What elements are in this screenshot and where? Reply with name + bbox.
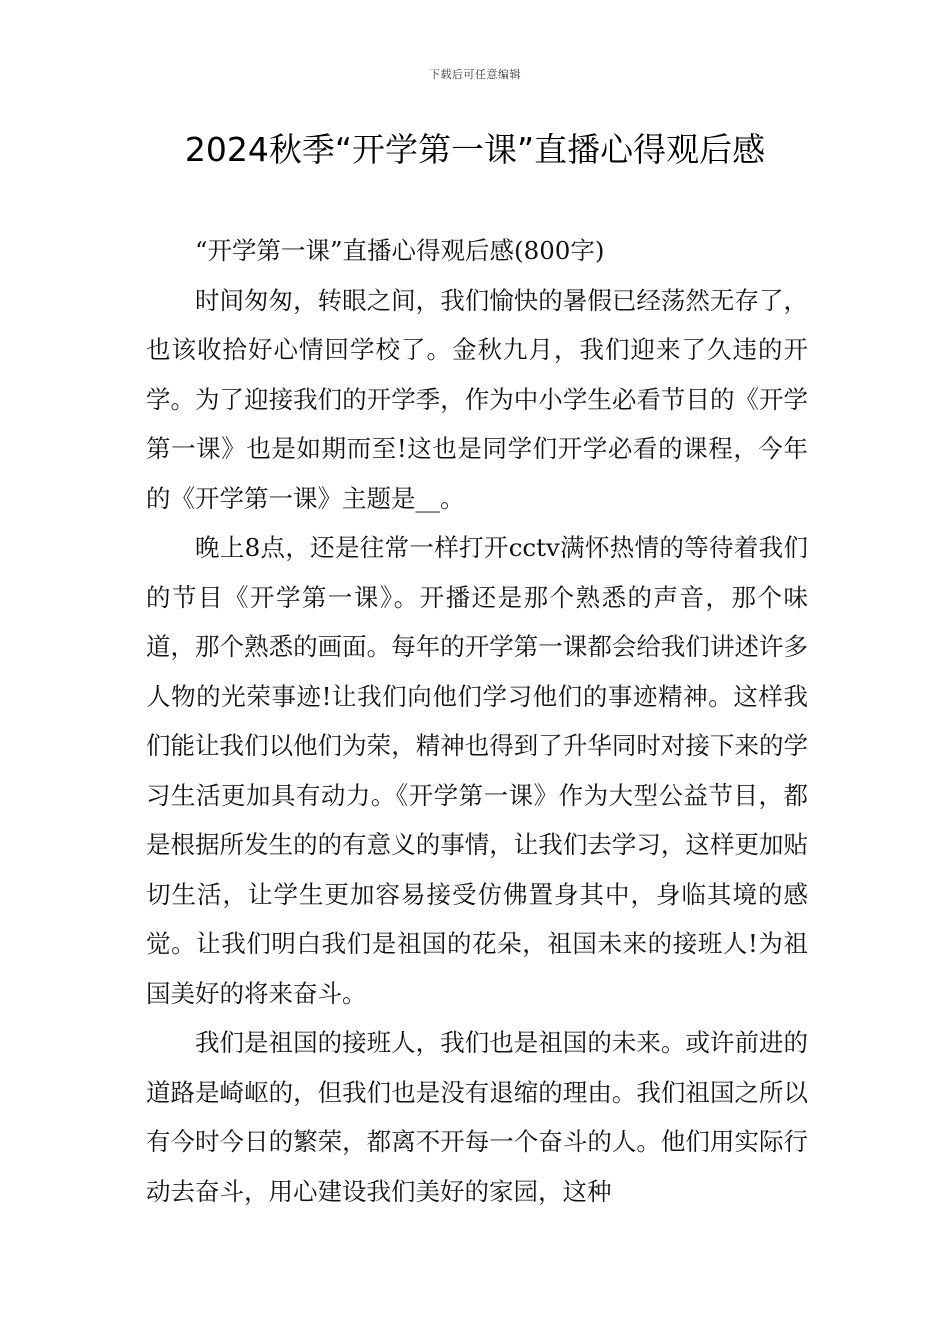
header-note: 下载后可任意编辑 <box>429 68 521 81</box>
body-paragraph: 我们是祖国的接班人，我们也是祖国的未来。或许前进的道路是崎岖的，但我们也是没有退缩的理由。我们祖国之所以有今时今日的繁荣，都离不开每一个奋斗的人。他们用实际行动去奋斗，用心建设我们美好的家园，这种 <box>146 1028 808 1206</box>
page-title: 2024秋季“开学第一课”直播心得观后感 <box>184 130 766 169</box>
body-paragraph: 时间匆匆，转眼之间，我们愉快的暑假已经荡然无存了，也该收拾好心情回学校了。金秋九月，我们迎来了久违的开学。为了迎接我们的开学季，作为中小学生必看节目的《开学第一课》也是如期而至!这也是同学们开学必看的课程，今年的《开学第一课》主题是__。 <box>146 285 808 513</box>
body-paragraph: 晚上8点，还是往常一样打开cctv满怀热情的等待着我们的节目《开学第一课》。开播还是那个熟悉的声音，那个味道，那个熟悉的画面。每年的开学第一课都会给我们讲述许多人物的光荣事迹!让我们向他们学习他们的事迹精神。这样我们能让我们以他们为荣，精神也得到了升华同时对接下来的学习生活更加具有动力。《开学第一课》作为大型公益节目，都是根据所发生的的有意义的事情，让我们去学习，这样更加贴切生活，让学生更加容易接受仿佛置身其中，身临其境的感觉。让我们明白我们是祖国的花朵，祖国未来的接班人!为祖国美好的将来奋斗。 <box>146 533 808 1008</box>
subtitle-paragraph: “开学第一课”直播心得观后感(800字) <box>195 236 605 265</box>
document-body <box>146 226 808 1216</box>
